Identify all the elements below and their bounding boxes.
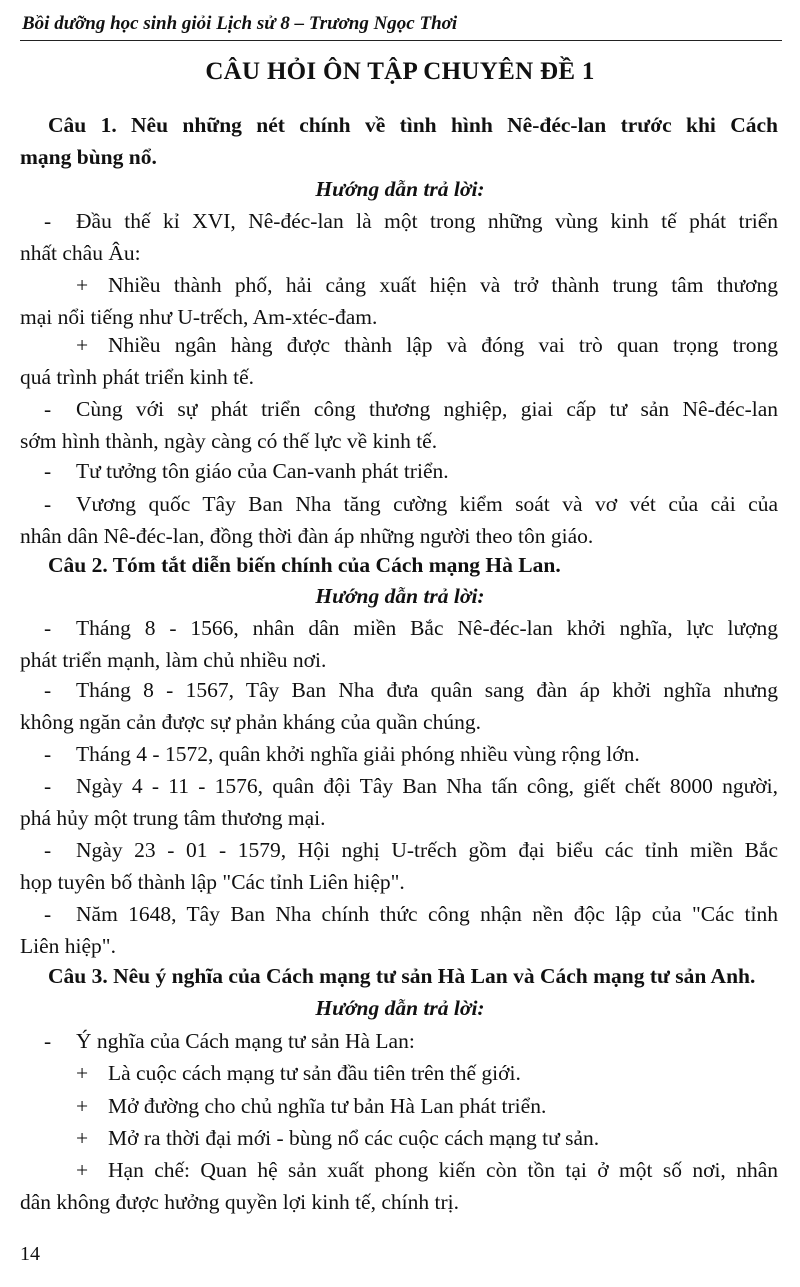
answer-continuation: họp tuyên bố thành lập "Các tỉnh Liên hiệp".	[20, 870, 405, 894]
line-text: Hạn chế: Quan hệ sản xuất phong kiến còn tồn tại ở một số nơi, nhân	[108, 1158, 778, 1182]
dash-bullet: -	[44, 838, 52, 862]
page-title: CÂU HỎI ÔN TẬP CHUYÊN ĐỀ 1	[205, 58, 595, 85]
line-text: Tháng 8 - 1566, nhân dân miền Bắc Nê-đéc-lan khởi nghĩa, lực lượng	[76, 616, 778, 640]
answer-point	[44, 395, 778, 423]
line-text: Ngày 23 - 01 - 1579, Hội nghị U-trếch gồm đại biểu các tỉnh miền Bắc	[76, 838, 778, 862]
answer-guide-label: Hướng dẫn trả lời:	[315, 996, 485, 1020]
sub-point	[76, 271, 778, 299]
answer-continuation: nhân dân Nê-đéc-lan, đồng thời đàn áp những người theo tôn giáo.	[20, 524, 594, 548]
answer-point	[44, 676, 778, 704]
answer-continuation: Liên hiệp".	[20, 934, 116, 958]
sub-point	[76, 1059, 521, 1087]
plus-bullet: +	[76, 273, 89, 297]
question-2: Câu 2. Tóm tắt diễn biến chính của Cách mạng Hà Lan.	[48, 553, 561, 577]
dash-bullet: -	[44, 459, 52, 483]
line-text: Nhiều thành phố, hải cảng xuất hiện và trở thành trung tâm thương	[108, 273, 778, 297]
sub-point	[76, 331, 778, 359]
dash-bullet: -	[44, 209, 52, 233]
sub-point	[76, 1092, 546, 1120]
answer-continuation: quá trình phát triển kinh tế.	[20, 365, 255, 389]
line-text: Mở ra thời đại mới - bùng nổ các cuộc cách mạng tư sản.	[108, 1126, 600, 1150]
answer-continuation: phát triển mạnh, làm chủ nhiều nơi.	[20, 648, 327, 672]
line-text: Cùng với sự phát triển công thương nghiệp, giai cấp tư sản Nê-đéc-lan	[76, 397, 778, 421]
dash-bullet: -	[44, 1029, 52, 1053]
plus-bullet: +	[76, 333, 89, 357]
line-text: Đầu thế kỉ XVI, Nê-đéc-lan là một trong những vùng kinh tế phát triển	[76, 209, 778, 233]
answer-point	[44, 207, 778, 235]
dash-bullet: -	[44, 774, 52, 798]
dash-bullet: -	[44, 678, 52, 702]
answer-guide-label: Hướng dẫn trả lời:	[315, 177, 485, 201]
answer-continuation: không ngăn cản được sự phản kháng của quần chúng.	[20, 710, 481, 734]
answer-point	[44, 740, 640, 768]
header-divider	[20, 40, 782, 41]
line-text: Ngày 4 - 11 - 1576, quân đội Tây Ban Nha tấn công, giết chết 8000 người,	[76, 774, 778, 798]
answer-point	[44, 614, 778, 642]
line-text: Vương quốc Tây Ban Nha tăng cường kiểm soát và vơ vét của cải của	[76, 492, 778, 516]
answer-point	[44, 900, 778, 928]
line-text: Mở đường cho chủ nghĩa tư bản Hà Lan phát triển.	[108, 1094, 547, 1118]
sub-point	[76, 1124, 599, 1152]
running-header: Bồi dưỡng học sinh giỏi Lịch sử 8 – Trương Ngọc Thơi	[22, 13, 458, 34]
line-text: Năm 1648, Tây Ban Nha chính thức công nhận nền độc lập của "Các tỉnh	[76, 902, 778, 926]
question-1: Câu 1. Nêu những nét chính về tình hình Nê-đéc-lan trước khi Cách	[48, 113, 778, 137]
answer-point	[44, 836, 778, 864]
line-text: Tháng 4 - 1572, quân khởi nghĩa giải phóng nhiều vùng rộng lớn.	[76, 742, 640, 766]
plus-bullet: +	[76, 1061, 89, 1085]
line-text: Tư tưởng tôn giáo của Can-vanh phát triển.	[76, 459, 449, 483]
dash-bullet: -	[44, 902, 52, 926]
page-number: 14	[20, 1243, 40, 1265]
answer-point	[44, 772, 778, 800]
plus-bullet: +	[76, 1126, 89, 1150]
plus-bullet: +	[76, 1158, 89, 1182]
plus-bullet: +	[76, 1094, 89, 1118]
answer-continuation: nhất châu Âu:	[20, 241, 141, 265]
answer-point	[44, 457, 449, 485]
line-text: Là cuộc cách mạng tư sản đầu tiên trên thế giới.	[108, 1061, 521, 1085]
answer-continuation: dân không được hưởng quyền lợi kinh tế, chính trị.	[20, 1190, 459, 1214]
line-text: Ý nghĩa của Cách mạng tư sản Hà Lan:	[76, 1029, 415, 1053]
dash-bullet: -	[44, 742, 52, 766]
dash-bullet: -	[44, 397, 52, 421]
dash-bullet: -	[44, 492, 52, 516]
answer-continuation: mại nổi tiếng như U-trếch, Am-xtéc-đam.	[20, 305, 378, 329]
line-text: Tháng 8 - 1567, Tây Ban Nha đưa quân sang đàn áp khởi nghĩa nhưng	[76, 678, 778, 702]
answer-point	[44, 1027, 415, 1055]
answer-guide-label: Hướng dẫn trả lời:	[315, 584, 485, 608]
question-3: Câu 3. Nêu ý nghĩa của Cách mạng tư sản Hà Lan và Cách mạng tư sản Anh.	[48, 964, 756, 988]
dash-bullet: -	[44, 616, 52, 640]
answer-continuation: phá hủy một trung tâm thương mại.	[20, 806, 326, 830]
answer-point	[44, 490, 778, 518]
answer-continuation: sớm hình thành, ngày càng có thế lực về kinh tế.	[20, 429, 438, 453]
question-1-continuation: mạng bùng nổ.	[20, 145, 157, 169]
line-text: Nhiều ngân hàng được thành lập và đóng vai trò quan trọng trong	[108, 333, 778, 357]
sub-point	[76, 1156, 778, 1184]
